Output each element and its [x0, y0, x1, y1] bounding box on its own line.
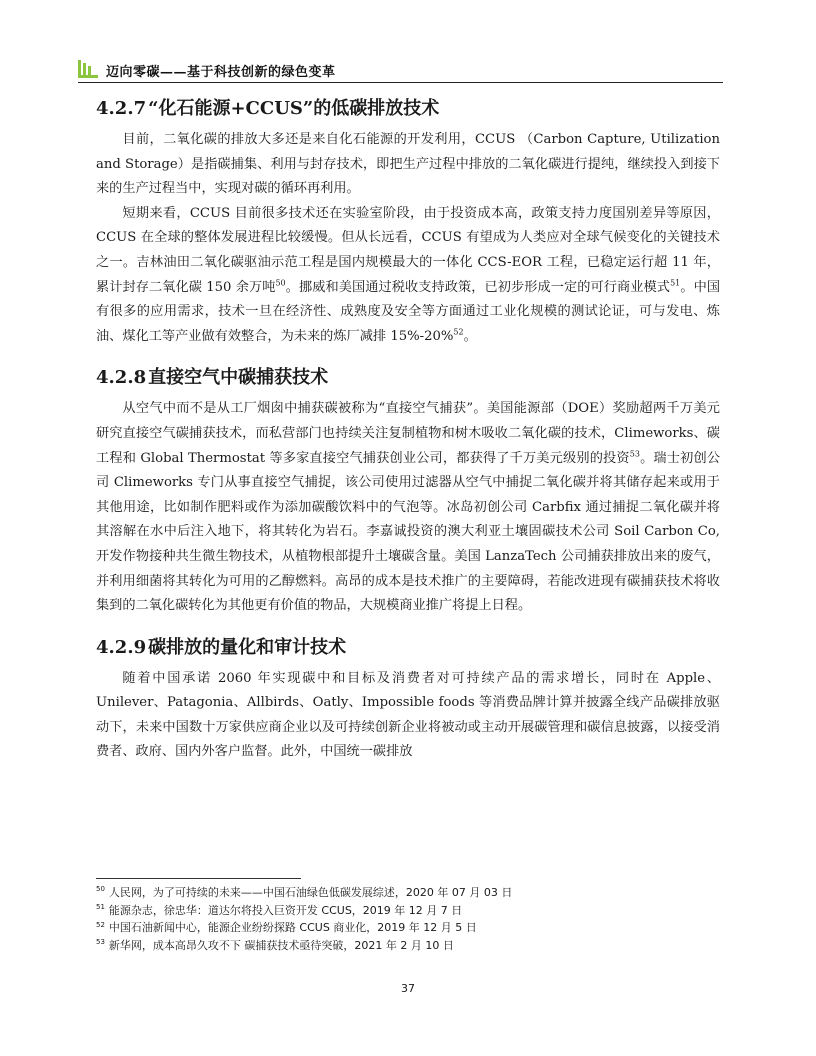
footnote-number: 52 — [96, 920, 105, 929]
paragraph-text: 。中国有很多的应用需求，技术一旦在经济性、成熟度及安全等方面通过工业化规模的测试论证，可与发电、炼油、煤化工等产业做有效整合，为未来的炼厂减排 15%-20% — [96, 279, 721, 344]
footnote-text: 中国石油新闻中心，能源企业纷纷探路 CCUS 商业化，2019 年 12 月 5 日 — [108, 921, 477, 935]
footnote-number: 51 — [96, 902, 105, 911]
header-title: 迈向零碳——基于科技创新的绿色变革 — [106, 65, 336, 80]
paragraph-text: 从空气中而不是从工厂烟囱中捕获碳被称为“直接空气捕获”。美国能源部（DOE）奖励超两千万美元研究直接空气碳捕获技术，而私营部门也持续关注复制植物和树木吸收二氧化碳的技术，Climeworks、碳工程和 Global Thermostat 等多家直接空气捕获创业公司，都获得了千万美元级别的投资 — [96, 401, 720, 466]
footnote-text: 人民网，为了可持续的未来——中国石油绿色低碳发展综述，2020 年 07 月 03 日 — [108, 886, 513, 899]
section-number: 4.2.8 — [96, 367, 147, 389]
footnote-text: 新华网，成本高昂久攻不下 碳捕获技术亟待突破，2021 年 2 月 10 日 — [108, 938, 454, 952]
section-title: 直接空气中碳捕获技术 — [148, 367, 329, 389]
paragraph — [96, 202, 720, 350]
footnote-ref: 50 — [275, 278, 286, 288]
section-4-2-8 — [96, 365, 720, 618]
footnote-number: 53 — [96, 938, 105, 947]
paragraph — [96, 128, 720, 202]
footnotes — [96, 884, 716, 954]
paragraph-text: 。挪威和美国通过税收支持政策，已初步形成一定的可行商业模式 — [285, 279, 671, 295]
section-heading — [96, 365, 720, 391]
footnote-divider — [96, 878, 301, 879]
footnote — [96, 902, 716, 920]
section-heading — [96, 635, 720, 661]
paragraph-text: 目前，二氧化碳的排放大多还是来自化石能源的开发利用，CCUS （Carbon Capture, Utilization and Storage）是指碳捕集、利用与封存技术，即把生产过程中排放的二氧化碳进行提纯，继续投入到接下来的生产过程当中，实现对碳的循环再利用。 — [96, 132, 720, 197]
footnote-text: 能源杂志，徐忠华：道达尔将投入巨资开发 CCUS，2019 年 12 月 7 日 — [108, 903, 463, 917]
paragraph-text: 。 — [463, 328, 477, 344]
footnote-ref: 51 — [670, 278, 681, 288]
header-divider — [78, 82, 723, 83]
footnote-number: 50 — [96, 885, 105, 894]
section-4-2-7 — [96, 96, 720, 349]
footnote-ref: 52 — [453, 327, 464, 337]
section-number: 4.2.7 — [96, 98, 147, 119]
paragraph-text: 短期来看，CCUS 目前很多技术还在实验室阶段，由于投资成本高，政策支持力度国别差异等原因，CCUS 在全球的整体发展进程比较缓慢。但从长远看，CCUS 有望成为人类应对全球气候变化的关键技术之一。吉林油田二氧化碳驱油示范工程是国内规模最大的一体化 CCS-EOR 工程，已稳定运行超 11 年，累计封存二氧化碳 150 余万吨 — [96, 205, 720, 295]
section-number: 4.2.9 — [96, 636, 147, 658]
main-content — [96, 96, 720, 781]
paragraph-text: 随着中国承诺 2060 年实现碳中和目标及消费者对可持续产品的需求增长，同时在 Apple、Unilever、Patagonia、Allbirds、Oatly、Impossible foods 等消费品牌计算并披露全线产品碳排放驱动下，未来中国数十万家供应商企业以及可持续创新企业将被动或主动开展碳管理和碳信息披露，以接受消费者、政府、国内外客户监督。此外，中国统一碳排放 — [96, 670, 720, 760]
footnote — [96, 884, 716, 902]
section-title: 碳排放的量化和审计技术 — [148, 636, 347, 658]
page-number: 37 — [401, 982, 415, 995]
section-4-2-9 — [96, 635, 720, 765]
section-title: “化石能源+CCUS”的低碳排放技术 — [148, 98, 440, 119]
footnote — [96, 937, 716, 955]
footnote-ref: 53 — [629, 449, 640, 459]
paragraph — [96, 397, 720, 618]
page-header — [78, 58, 723, 82]
report-logo-icon — [78, 60, 98, 78]
footnote — [96, 919, 716, 937]
paragraph-text: 。瑞士初创公司 Climeworks 专门从事直接空气捕捉，该公司使用过滤器从空气中捕捉二氧化碳并将其储存起来或用于其他用途，比如制作肥料或作为添加碳酸饮料中的气泡等。冰岛初创公司 Carbfix 通过捕捉二氧化碳并将其溶解在水中后注入地下，将其转化为岩石。李嘉诚投资的澳大利亚土壤固碳技术公司 Soil Carbon Co, 开发作物接种共生微生物技术，从植物根部提升土壤碳含量。美国 LanzaTech 公司捕获排放出来的废气，并利用细菌将其转化为可用的乙醇燃料。高昂的成本是技术推广的主要障碍，若能改进现有碳捕获技术将收集到的二氧化碳转化为其他更有价值的物品，大规模商业推广将提上日程。 — [96, 450, 721, 614]
section-heading — [96, 96, 720, 122]
paragraph — [96, 667, 720, 765]
